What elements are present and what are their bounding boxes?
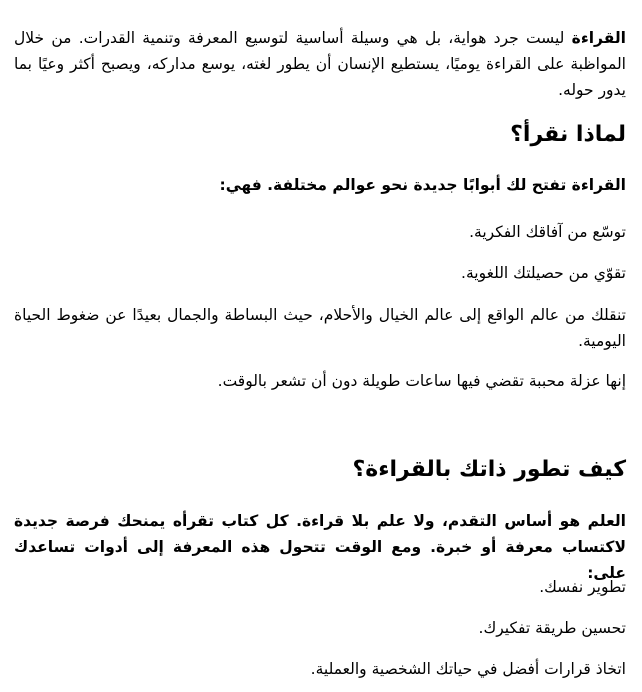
intro-text: ليست جرد هواية، بل هي وسيلة أساسية لتوسيع المعرفة وتنمية القدرات. من خلال المواظبة على القراءة يوميًا، يستطيع الإنسان أن يطور لغته، يوسع مداركه، ويصبح أكثر وعيًا بما يدور حوله.: [14, 29, 626, 99]
why-list-item: تنقلك من عالم الواقع إلى عالم الخيال والأحلام، حيث البساطة والجمال بعيدًا عن ضغوط الحياة اليومية.: [14, 306, 626, 350]
heading-how-develop: كيف تطور ذاتك بالقراءة؟: [352, 457, 626, 482]
intro-paragraph: [14, 25, 626, 103]
how-list-item: تطوير نفسك.: [539, 578, 626, 596]
how-lead-paragraph: العلم هو أساس التقدم، ولا علم بلا قراءة. كل كتاب تقرأه يمنحك فرصة جديدة لاكتساب معرفة أو خبرة. ومع الوقت تتحول هذه المعرفة إلى أدوات تساعدك على:: [14, 512, 626, 582]
why-list-item: تقوّي من حصيلتك اللغوية.: [461, 264, 626, 282]
why-list-item: إنها عزلة محببة تقضي فيها ساعات طويلة دون أن تشعر بالوقت.: [217, 372, 626, 390]
how-list-item: اتخاذ قرارات أفضل في حياتك الشخصية والعملية.: [310, 660, 626, 678]
why-lead-paragraph: القراءة تفتح لك أبوابًا جديدة نحو عوالم مختلفة. فهي:: [219, 176, 626, 194]
why-list-item: توسّع من آفاقك الفكرية.: [469, 223, 626, 241]
how-list-item: تحسين طريقة تفكيرك.: [478, 619, 626, 637]
intro-lead-word: القراءة: [571, 29, 626, 47]
heading-why-read: لماذا نقرأ؟: [510, 122, 626, 147]
